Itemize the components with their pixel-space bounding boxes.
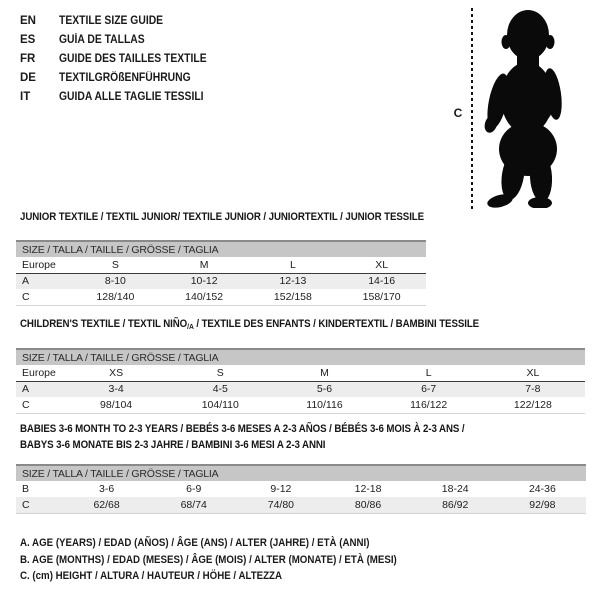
row-label: C: [16, 397, 64, 413]
size-header: SIZE / TALLA / TAILLE / GRÖSSE / TAGLIA: [16, 349, 585, 365]
row-label: C: [16, 497, 63, 513]
lang-title: TEXTILE SIZE GUIDE: [59, 14, 164, 27]
lang-title: GUÍA DE TALLAS: [59, 33, 145, 46]
size-cell: 62/68: [63, 497, 150, 513]
babies-size-table: [16, 464, 586, 514]
footnotes: [20, 535, 439, 585]
lang-row-it: [20, 87, 223, 106]
size-header: SIZE / TALLA / TAILLE / GRÖSSE / TAGLIA: [16, 465, 586, 481]
row-label: Europe: [16, 365, 64, 381]
size-cell: 8-10: [71, 273, 160, 289]
size-cell: 12-18: [354, 483, 382, 495]
size-cell: 3-4: [64, 381, 168, 397]
size-cell: 9-12: [270, 483, 292, 495]
size-cell: L: [377, 365, 481, 381]
row-label: C: [16, 289, 71, 305]
babies-title-line2: BABYS 3-6 MONATE BIS 2-3 JAHRE / BAMBINI 3-6 MESI A 2-3 ANNI: [20, 439, 326, 451]
measure-label-c: C: [453, 106, 463, 120]
size-cell: 158/170: [337, 289, 426, 305]
footnote-c-text: C. (cm) HEIGHT / ALTURA / HAUTEUR / HÖHE / ALTEZZA: [20, 570, 282, 582]
size-cell: 10-12: [160, 273, 249, 289]
row-label: Europe: [16, 257, 71, 273]
lang-code: DE: [20, 71, 36, 84]
lang-row-de: [20, 68, 223, 87]
row-label: B: [22, 483, 30, 495]
size-header: SIZE / TALLA / TAILLE / GRÖSSE / TAGLIA: [16, 241, 426, 257]
lang-title: GUIDA ALLE TAGLIE TESSILI: [59, 90, 204, 103]
babies-table-title: [20, 421, 514, 453]
size-cell: 3-6: [98, 483, 115, 495]
baby-silhouette-icon: [482, 8, 574, 208]
size-cell: 86/92: [412, 497, 499, 513]
lang-code: IT: [20, 90, 31, 103]
size-cell: 7-8: [481, 381, 585, 397]
size-cell: 4-5: [168, 381, 272, 397]
size-cell: 12-13: [249, 273, 338, 289]
table-row: [16, 289, 426, 305]
size-cell: 110/116: [272, 397, 376, 413]
table-row: [16, 481, 586, 497]
table-header-row: [16, 465, 586, 481]
lang-row-fr: [20, 49, 223, 68]
lang-code: ES: [20, 33, 36, 46]
size-cell: S: [168, 365, 272, 381]
size-cell: M: [272, 365, 376, 381]
size-cell: 116/122: [377, 397, 481, 413]
size-cell: 14-16: [337, 273, 426, 289]
size-cell: 80/86: [324, 497, 411, 513]
size-cell: L: [249, 257, 338, 273]
footnote-b-text: B. AGE (MONTHS) / EDAD (MESES) / ÂGE (MOIS) / ALTER (MONATE) / ETÀ (MESI): [20, 553, 397, 566]
size-cell: 140/152: [160, 289, 249, 305]
title-suffix: / TEXTILE DES ENFANTS / KINDERTEXTIL / BAMBINI TESSILE: [193, 318, 480, 330]
size-cell: XL: [481, 365, 585, 381]
children-table-title-text: [20, 318, 479, 331]
height-dashed-line: [471, 8, 473, 210]
footnote-a: [20, 535, 439, 552]
table-row: [16, 273, 426, 289]
size-cell: 6-7: [377, 381, 481, 397]
table-row: [16, 365, 585, 381]
size-cell: 98/104: [64, 397, 168, 413]
size-cell: 122/128: [481, 397, 585, 413]
lang-title: GUIDE DES TAILLES TEXTILE: [59, 52, 207, 65]
table-header-row: [16, 349, 585, 365]
lang-row-es: [20, 30, 223, 49]
lang-row-en: [20, 11, 223, 30]
lang-code: EN: [20, 14, 36, 27]
lang-code: FR: [20, 52, 36, 65]
size-cell: 18-24: [441, 483, 469, 495]
table-row: [16, 497, 586, 513]
junior-table-title: [20, 211, 469, 223]
size-cell: 74/80: [237, 497, 324, 513]
footnote-a-text: A. AGE (YEARS) / EDAD (AÑOS) / ÂGE (ANS) / ALTER (JAHRE) / ETÀ (ANNI): [20, 537, 370, 549]
table-header-row: [16, 241, 426, 257]
children-size-table: [16, 348, 585, 414]
table-row: [16, 381, 585, 397]
table-row: [16, 257, 426, 273]
size-cell: 128/140: [71, 289, 160, 305]
size-cell: 6-9: [186, 483, 202, 495]
size-cell: XL: [337, 257, 426, 273]
size-cell: 104/110: [168, 397, 272, 413]
size-cell: 92/98: [499, 497, 586, 513]
size-cell: 152/158: [249, 289, 338, 305]
footnote-b: [20, 552, 439, 569]
title-subscript: /A: [187, 322, 194, 331]
size-cell: 68/74: [150, 497, 237, 513]
size-cell: XS: [64, 365, 168, 381]
footnote-c: [20, 568, 439, 585]
size-cell: S: [71, 257, 160, 273]
row-label: A: [16, 273, 71, 289]
junior-table-title-text: JUNIOR TEXTILE / TEXTIL JUNIOR/ TEXTILE JUNIOR / JUNIORTEXTIL / JUNIOR TESSILE: [20, 211, 425, 223]
babies-title-line1: BABIES 3-6 MONTH TO 2-3 YEARS / BEBÉS 3-6 MESES A 2-3 AÑOS / BÉBÉS 3-6 MOIS À 2-3 ANS /: [20, 423, 465, 435]
title-prefix: CHILDREN'S TEXTILE / TEXTIL NIÑO: [20, 318, 188, 330]
table-row: [16, 397, 585, 413]
size-cell: 24-36: [528, 483, 556, 495]
size-cell: 5-6: [272, 381, 376, 397]
size-cell: M: [160, 257, 249, 273]
children-table-title: [20, 318, 530, 331]
junior-size-table: [16, 240, 426, 306]
language-title-list: [20, 11, 223, 106]
row-label: A: [16, 381, 64, 397]
lang-title: TEXTILGRÖßENFÜHRUNG: [59, 71, 191, 84]
